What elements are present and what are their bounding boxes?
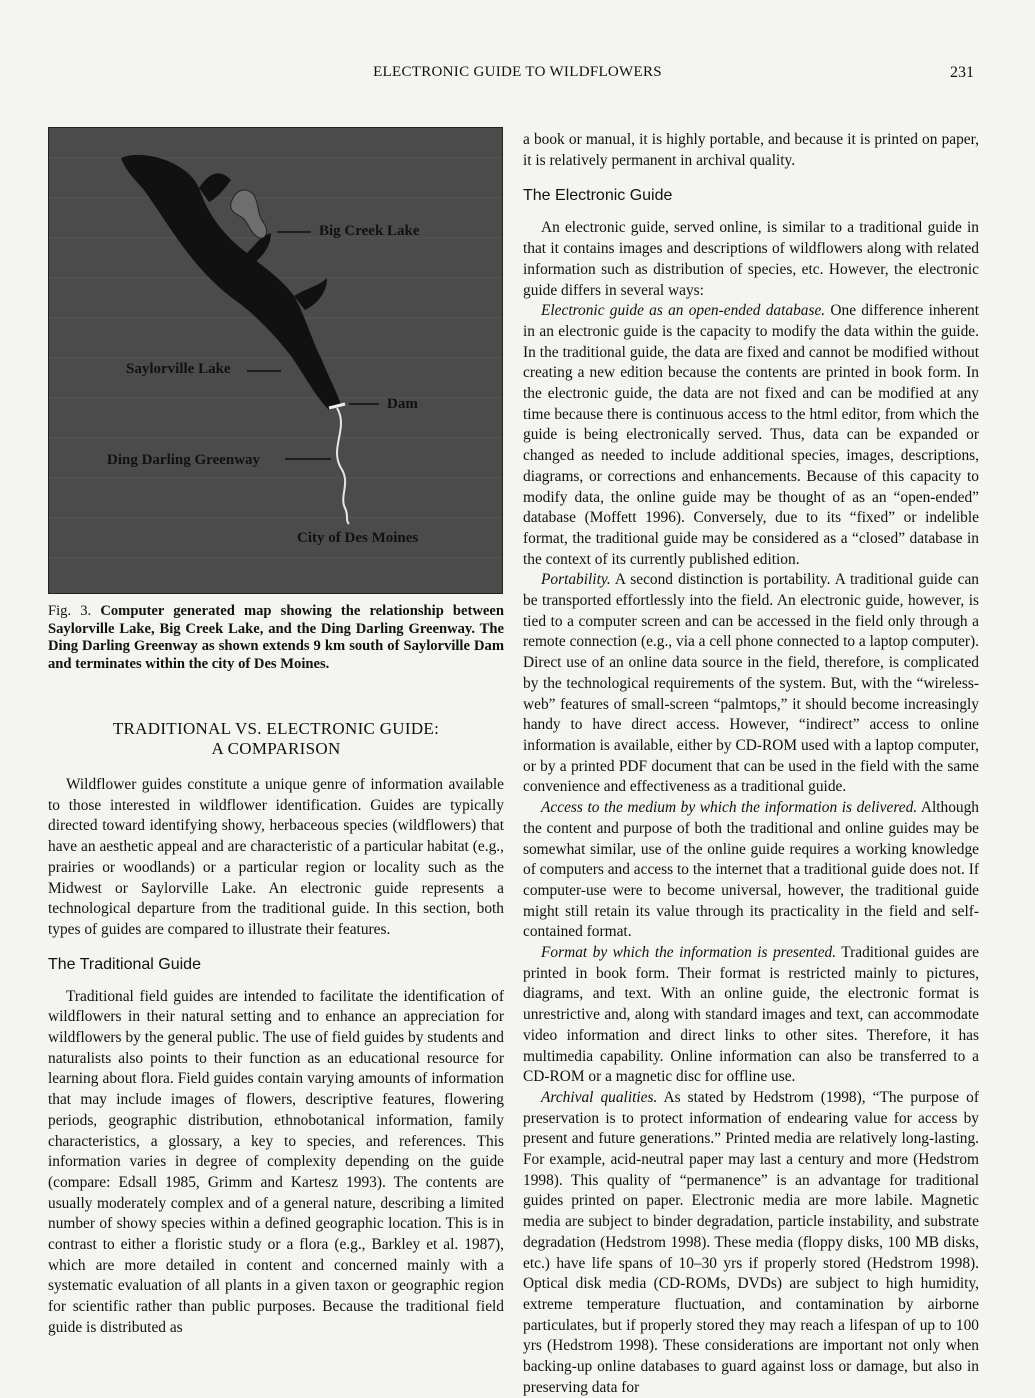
label-dam: Dam <box>387 396 418 412</box>
open-ended-paragraph <box>523 301 979 570</box>
figure-map <box>48 127 503 594</box>
right-column <box>523 130 979 1398</box>
electronic-intro-paragraph: An electronic guide, served online, is similar to a traditional guide in that it contains images and descriptions of wildflowers along with related information such as distribution of species, etc. However, the electronic guide differs in several ways: <box>523 219 979 299</box>
format-lead: Format by which the information is presented. <box>541 944 837 962</box>
map-graphic <box>49 128 503 594</box>
access-text: Although the content and purpose of both the traditional and online guides may be somewhat similar, use of the online guide requires a working knowledge of computers and access to the internet that a traditional guide does not. If computer-use were to become universal, however, the traditional guide might still retain its value through its practicality in the field and self-contained format. <box>523 799 980 941</box>
page-number: 231 <box>950 64 974 81</box>
label-city-of-des-moines: City of Des Moines <box>297 530 419 546</box>
figure-caption-text: Computer generated map showing the relationship between Saylorville Lake, Big Creek Lake, and the Ding Darling Greenway. The Ding Darling Greenway as shown extends 9 km south of Saylorville Dam and terminates within the city of Des Moines. <box>48 603 505 672</box>
left-column <box>48 775 504 1339</box>
label-big-creek-lake: Big Creek Lake <box>319 223 420 239</box>
open-ended-lead: Electronic guide as an open-ended database. <box>541 302 826 320</box>
section-title <box>48 719 504 759</box>
running-head: ELECTRONIC GUIDE TO WILDFLOWERS <box>373 64 662 80</box>
continuation-paragraph: a book or manual, it is highly portable, and because it is printed on paper, it is relatively permanent in archival quality. <box>523 131 979 169</box>
traditional-guide-heading: The Traditional Guide <box>48 955 201 973</box>
portability-lead: Portability. <box>541 571 611 589</box>
label-saylorville-lake: Saylorville Lake <box>126 361 231 377</box>
archival-text: As stated by Hedstrom (1998), “The purpose of preservation is to protect information of endearing value for access by present and future generations.” Printed media are relatively long-lasting. For example, acid-neutral paper may last a century and more (Hedstrom 1998). This quality of “permanence” is an advantage for traditional guides printed on paper. Electronic media are more labile. Magnetic media are subject to binder degradation, particle instability, and substrate degradation (Hedstrom 1998). These media (floppy disks, 100 MB disks, etc.) have life spans of 10–30 yrs if properly stored (Hedstrom 1998). Optical disk media (CD-ROMs, DVDs) are subject to high humidity, extreme temperature fluctuation, and contamination by airborne particulates, but if properly stored they may reach a lifespan of up to 100 yrs (Hedstrom 1998). These considerations are important not only when backing-up online databases to guard against loss or damage, but also in preserving data for <box>523 1088 979 1396</box>
portability-paragraph <box>523 570 979 798</box>
figure-caption <box>48 603 504 673</box>
section-title-line1: TRADITIONAL VS. ELECTRONIC GUIDE: <box>112 719 440 738</box>
portability-text: A second distinction is portability. A traditional guide can be transported effortlessly into the field. An electronic guide, however, is tied to a computer screen and can be accessed in the field only through a remote connection (e.g., via a cell phone connected to a laptop computer). Direct use of an online data source in the field, therefore, is complicated by the technological requirements of the system. But, with the “wireless-web” features of small-screen “palmtops,” it should become increasingly handy to have direct access. However, “indirect” access to online information is available, either by CD-ROM used with a laptop computer, or by a printed PDF document that can be used in the field with the same convenience and effectiveness as a traditional guide. <box>523 571 979 796</box>
access-paragraph <box>523 798 979 943</box>
electronic-guide-heading: The Electronic Guide <box>523 187 673 205</box>
format-text: Traditional guides are printed in book form. Their format is restricted mainly to pictures, diagrams, and text. With an online guide, the electronic format is unrestrictive and, along with standard images and text, can accommodate video information and direct links to other sites. Therefore, it has multimedia capability. Online information can also be transferred to a CD-ROM or a magnetic disc for offline use. <box>523 944 979 1086</box>
access-lead: Access to the medium by which the information is delivered. <box>541 799 918 817</box>
archival-paragraph <box>523 1088 979 1398</box>
section-title-line2: A COMPARISON <box>211 739 341 758</box>
traditional-guide-paragraph: Traditional field guides are intended to facilitate the identification of wildflowers in their natural setting and to enhance an appreciation for wildflowers by the general public. The use of field guides by students and naturalists also points to their function as an educational resource for learning about flora. Field guides contain varying amounts of information that may include images of flowers, descriptive features, flowering periods, geographic distribution, ethnobotanical information, family characteristics, a glossary, a key to species, and references. This information varies in degree of complexity depending on the guide (compare: Edsall 1985, Grimm and Kartesz 1993). The contents are usually moderately complex and of a general nature, describing a limited number of showy species within a defined geographic location. This is in contrast to either a floristic study or a flora (e.g., Barkley et al. 1987), which are more detailed in content and concerned mainly with a systematic evaluation of all plants in a given taxon or geographic region for scientific rather than public purposes. Because the traditional field guide is distributed as <box>48 987 504 1336</box>
format-paragraph <box>523 943 979 1088</box>
label-ding-darling-greenway: Ding Darling Greenway <box>107 452 261 468</box>
archival-lead: Archival qualities. <box>541 1088 658 1106</box>
open-ended-text: One difference inherent in an electronic guide is the capacity to modify the data within the guide. In the traditional guide, the data are fixed and cannot be modified without creating a new edition because the contents are printed in book form. In the electronic guide, the data are not fixed and can be modified at any time because there is continuous access to the html editor, from which the guide is being electronically served. Thus, data can be expanded or changed as needed to include additional species, images, descriptions, diagrams, or corrections and enhancements. Because of this capacity to modify data, the online guide may be thought of as an “open-ended” database (Moffett 1996). Conversely, due to its “fixed” or indelible format, the traditional guide may be considered as a “closed” database in the context of its currently published edition. <box>523 302 979 568</box>
figure-number: Fig. 3. <box>48 603 92 619</box>
intro-paragraph: Wildflower guides constitute a unique genre of information available to those interested in wildflower identification. Guides are typically directed toward identifying showy, herbaceous species (wildflowers) that have an aesthetic appeal and are characteristic of a particular habitat (e.g., prairies or woodlands) or a particular region or locality such as the Midwest or Saylorville Lake. An electronic guide represents a technological departure from the traditional guide. In this section, both types of guides are compared to illustrate their features. <box>48 776 504 938</box>
